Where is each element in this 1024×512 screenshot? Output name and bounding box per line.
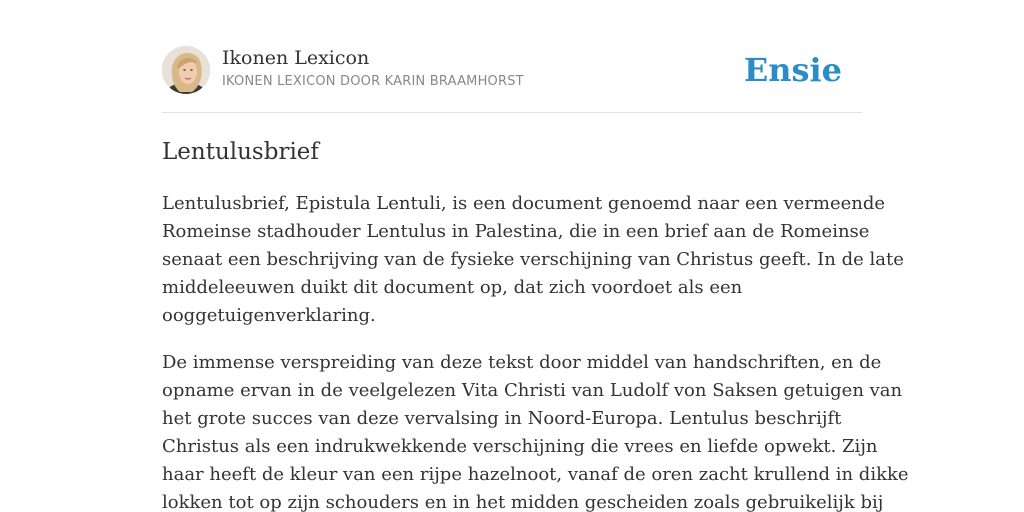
text-line: Christus als een indrukwekkende verschijning die vrees en liefde opwekt. Zijn [162,436,878,457]
paragraph [162,349,909,512]
text-line: Romeinse stadhouder Lentulus in Palestina, die in een brief aan de Romeinse [162,221,870,242]
author-portrait-image [162,46,210,94]
text-line: opname ervan in de veelgelezen Vita Christi van Ludolf von Saksen getuigen van [162,380,903,401]
text-line: lokken tot op zijn schouders en in het midden gescheiden zoals gebruikelijk bij [162,492,884,512]
article-body [162,190,909,512]
text-line: Lentulusbrief, Epistula Lentuli, is een document genoemd naar een vermeende [162,193,886,214]
text-line: ooggetuigenverklaring. [162,305,376,326]
article-title: Lentulusbrief [162,139,319,165]
ensie-logo[interactable]: Ensie [743,51,842,89]
source-subtitle: IKONEN LEXICON DOOR KARIN BRAAMHORST [222,74,524,89]
text-line: het grote succes van deze vervalsing in Noord-Europa. Lentulus beschrijft [162,408,842,429]
text-line: middeleeuwen duikt dit document op, dat zich voordoet als een [162,277,743,298]
text-line: senaat een beschrijving van de fysieke verschijning van Christus geeft. In de late [162,249,904,270]
text-line: haar heeft de kleur van een rijpe hazelnoot, vanaf de oren zacht krullend in dikke [162,464,909,485]
paragraph [162,190,904,330]
source-name[interactable]: Ikonen Lexicon [222,47,370,69]
text-line: De immense verspreiding van deze tekst door middel van handschriften, en de [162,352,882,373]
author-avatar[interactable] [162,46,210,94]
article-header [162,46,862,113]
